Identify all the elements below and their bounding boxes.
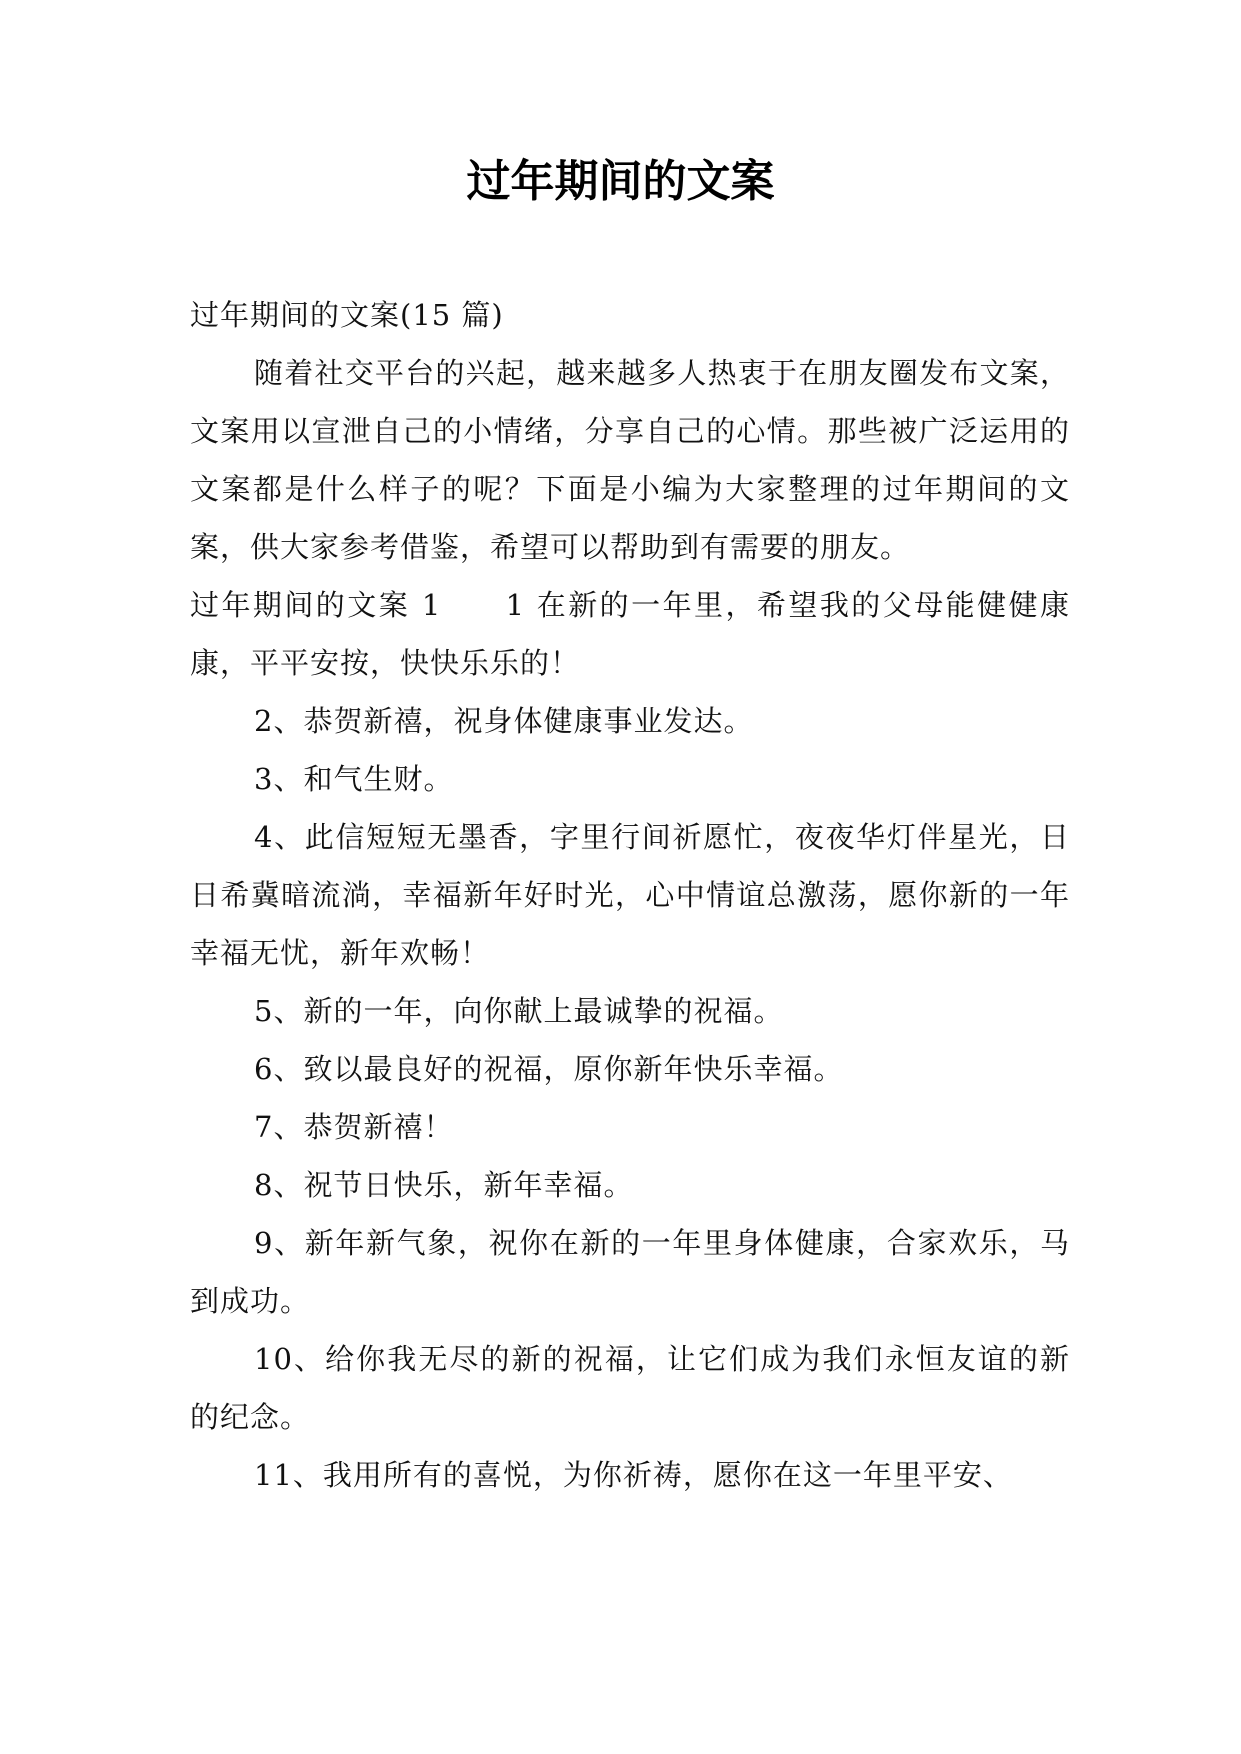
paragraph-section-1: 过年期间的文案 1 1 在新的一年里，希望我的父母能健健康康，平平安按，快快乐乐的！	[190, 588, 1070, 680]
paragraph-item-5: 5、新的一年，向你献上最诚挚的祝福。	[254, 994, 784, 1028]
document-body	[190, 286, 1070, 1504]
paragraph-intro: 随着社交平台的兴起，越来越多人热衷于在朋友圈发布文案，文案用以宣泄自己的小情绪，分享自己的心情。那些被广泛运用的文案都是什么样子的呢？下面是小编为大家整理的过年期间的文案，供大家参考借鉴，希望可以帮助到有需要的朋友。	[190, 356, 1070, 564]
paragraph-item-8: 8、祝节日快乐，新年幸福。	[254, 1168, 634, 1202]
paragraph-item-10: 10、给你我无尽的新的祝福，让它们成为我们永恒友谊的新的纪念。	[190, 1342, 1070, 1434]
paragraph-item-6: 6、致以最良好的祝福，原你新年快乐幸福。	[254, 1052, 844, 1086]
paragraph-subtitle: 过年期间的文案(15 篇)	[190, 298, 504, 332]
paragraph-item-3: 3、和气生财。	[254, 762, 454, 796]
paragraph-item-9: 9、新年新气象，祝你在新的一年里身体健康，合家欢乐，马到成功。	[190, 1226, 1070, 1318]
document-title: 过年期间的文案	[466, 156, 775, 207]
paragraph-item-7: 7、恭贺新禧！	[254, 1110, 454, 1144]
paragraph-item-2: 2、恭贺新禧，祝身体健康事业发达。	[254, 704, 754, 738]
paragraph-item-4: 4、此信短短无墨香，字里行间祈愿忙，夜夜华灯伴星光，日日希冀暗流淌，幸福新年好时光，心中情谊总激荡，愿你新的一年幸福无忧，新年欢畅！	[190, 820, 1070, 970]
paragraph-item-11: 11、我用所有的喜悦，为你祈祷，愿你在这一年里平安、	[254, 1458, 1013, 1492]
